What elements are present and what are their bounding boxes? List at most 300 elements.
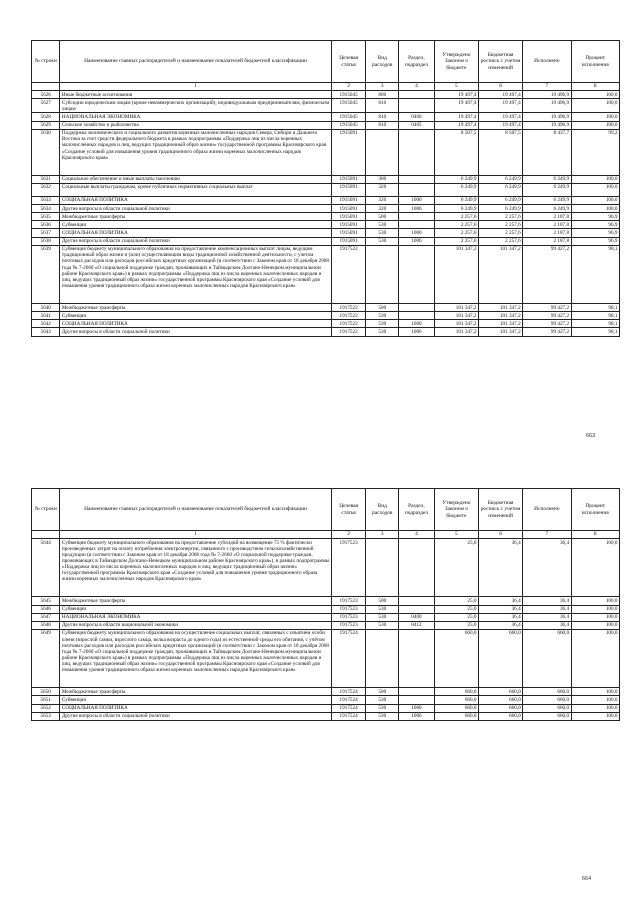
approved-cell: 660,0	[434, 712, 478, 720]
table-row	[32, 129, 620, 175]
name-cell: НАЦИОНАЛЬНАЯ ЭКОНОМИКА	[60, 113, 331, 121]
table-row	[32, 245, 620, 303]
schedule-cell: 19 497,4	[478, 121, 522, 129]
target-article-cell: 1917522	[331, 304, 366, 312]
approved-cell: 2 257,6	[434, 213, 478, 221]
row-number-cell: 5651	[32, 696, 60, 704]
approved-cell: 25,0	[434, 605, 478, 613]
name-cell: Субвенция бюджету муниципального образования на предоставление субсидий на возмещение 75 % фактически произведенных затрат на оплату потребления электроэнергии, связанного с производством сельскохозяйственной продукции (в соответствии с Законом края от 18 декабря 2008 года № 7-2660 «О социальной поддержке граждан, проживающих в Таймырском Долгано-Ненецком муниципальном районе Красноярского края»), в рамках подпрограммы «Поддержка лиц из числа коренных малочисленных народов и лиц, ведущих традиционный образ жизни» государственной программы Красноярского края «Создание условий для повышения уровня традиционного образа жизни коренных малочисленных народов Красноярского края»	[60, 539, 331, 597]
table-header-row	[32, 489, 620, 531]
name-cell: Межбюджетные трансферты	[60, 304, 331, 312]
header-schedule: Бюджетная роспись с учетом изменений	[478, 489, 522, 531]
table-row	[32, 213, 620, 221]
expense-type-cell	[366, 539, 399, 597]
schedule-cell: 2 257,6	[478, 229, 522, 237]
section-cell: 0412	[399, 621, 435, 629]
row-number-cell: 5626	[32, 91, 60, 99]
table-body	[32, 539, 620, 721]
header-section: Раздел, подраздел	[399, 489, 435, 531]
percent-cell: 100,0	[571, 613, 619, 621]
table-row	[32, 237, 620, 245]
header-target-article: Целевая статья	[331, 489, 366, 531]
target-article-cell: 1917522	[331, 328, 366, 336]
percent-cell: 100,0	[571, 113, 619, 121]
schedule-cell: 101 347,2	[478, 328, 522, 336]
executed-cell: 36,4	[523, 597, 571, 605]
name-cell: Субвенция бюджету муниципального образования на предоставление компенсационных выплат лицам, ведущим традиционный образ жизни и (или) осуществляющим виды традиционной хозяйственной деятельности, с учетом почтовых расходов или расходов российских кредитных организаций (в соответствии с Законом края от 18 декабря 2008 года № 7-2660 «О социальной поддержке граждан, проживающих в Таймырском Долгано-Ненецком муниципальном районе Красноярского края») в рамках подпрограммы «Поддержка лиц из числа коренных малочисленных народов и лиц, ведущих традиционный образ жизни» государственной программы Красноярского края «Создание условий для повышения уровня традиционного образа жизни коренных малочисленных народов Красноярского края»	[60, 245, 331, 303]
row-number-cell: 5641	[32, 312, 60, 320]
expense-type-cell: 530	[366, 320, 399, 328]
name-cell: Другие вопросы в области социальной политики	[60, 712, 331, 720]
schedule-cell: 660,0	[478, 696, 522, 704]
percent-cell: 96,9	[571, 221, 619, 229]
name-cell: Субвенции	[60, 696, 331, 704]
executed-cell: 36,4	[523, 605, 571, 613]
expense-type-cell: 500	[366, 688, 399, 696]
percent-cell: 96,9	[571, 213, 619, 221]
target-article-cell: 1915091	[331, 205, 366, 213]
schedule-cell: 6 249,9	[478, 175, 522, 183]
percent-cell: 100,0	[571, 196, 619, 204]
table-row	[32, 712, 620, 720]
schedule-cell: 101 347,2	[478, 304, 522, 312]
target-article-cell: 1915045	[331, 121, 366, 129]
executed-cell: 19 496,9	[523, 91, 571, 99]
table-row	[32, 304, 620, 312]
column-number: 6	[478, 83, 522, 91]
approved-cell: 660,0	[434, 629, 478, 687]
executed-cell: 2 187,8	[523, 221, 571, 229]
target-article-cell: 1917522	[331, 320, 366, 328]
name-cell: Межбюджетные трансферты	[60, 688, 331, 696]
table-row	[32, 597, 620, 605]
executed-cell: 6 249,9	[523, 175, 571, 183]
row-number-cell: 5645	[32, 597, 60, 605]
schedule-cell: 19 497,4	[478, 91, 522, 99]
approved-cell: 101 347,2	[434, 245, 478, 303]
expense-type-cell	[366, 129, 399, 175]
target-article-cell: 1915045	[331, 99, 366, 113]
executed-cell: 99 427,2	[523, 312, 571, 320]
row-number-cell: 5627	[32, 99, 60, 113]
percent-cell: 96,9	[571, 237, 619, 245]
executed-cell: 660,0	[523, 696, 571, 704]
table-row	[32, 704, 620, 712]
table-row	[32, 175, 620, 183]
table-row	[32, 613, 620, 621]
column-number-row	[32, 83, 620, 91]
section-cell	[399, 597, 435, 605]
expense-type-cell: 530	[366, 312, 399, 320]
name-cell: Другие вопросы в области социальной политики	[60, 205, 331, 213]
section-cell	[399, 129, 435, 175]
name-cell: Другие вопросы в области социальной политики	[60, 237, 331, 245]
table-row	[32, 696, 620, 704]
row-number-cell: 5639	[32, 245, 60, 303]
name-cell: Субвенции	[60, 221, 331, 229]
table-header-row	[32, 41, 620, 83]
schedule-cell: 36,4	[478, 621, 522, 629]
section-cell: 0405	[399, 121, 435, 129]
section-cell	[399, 539, 435, 597]
executed-cell: 19 496,9	[523, 121, 571, 129]
name-cell: Субвенция бюджету муниципального образования на осуществление социальных выплат, связанных с изъятием особи оленя (взрослой самки, взрослого самца, волка возраста до одного года) из естественной среды его обитания, с учётом почтовых расходов или расходов российских кредитных организаций (в соответствии с Законом края от 18 декабря 2008 года № 7-2660 «О социальной поддержке граждан, проживающих в Таймырском Долгано-Ненецком муниципальном районе Красноярского края») в рамках подпрограммы «Поддержка лиц из числа коренных малочисленных народов и лиц, ведущих традиционный образ жизни» государственной программы Красноярского края «Создание условий для повышения уровня традиционного образа жизни коренных малочисленных народов Красноярского края»	[60, 629, 331, 687]
target-article-cell: 1917524	[331, 629, 366, 687]
schedule-cell: 660,0	[478, 629, 522, 687]
schedule-cell: 19 497,4	[478, 99, 522, 113]
schedule-cell: 101 347,2	[478, 245, 522, 303]
table-row	[32, 312, 620, 320]
approved-cell: 101 347,2	[434, 320, 478, 328]
section-cell	[399, 213, 435, 221]
executed-cell: 660,0	[523, 704, 571, 712]
expense-type-cell: 530	[366, 328, 399, 336]
target-article-cell: 1917523	[331, 597, 366, 605]
percent-cell: 96,9	[571, 229, 619, 237]
expense-type-cell: 800	[366, 91, 399, 99]
percent-cell: 98,1	[571, 312, 619, 320]
section-cell: 1006	[399, 205, 435, 213]
header-name: Наименование главных распорядителей и наименование показателей бюджетной классификации	[60, 41, 331, 83]
section-cell: 1000	[399, 704, 435, 712]
schedule-cell: 19 497,4	[478, 113, 522, 121]
expense-type-cell: 500	[366, 304, 399, 312]
row-number-cell: 5647	[32, 613, 60, 621]
target-article-cell: 1917523	[331, 621, 366, 629]
section-cell: 1000	[399, 196, 435, 204]
approved-cell: 660,0	[434, 688, 478, 696]
table-body	[32, 91, 620, 337]
name-cell: Межбюджетные трансферты	[60, 597, 331, 605]
section-cell	[399, 696, 435, 704]
executed-cell: 99 427,2	[523, 320, 571, 328]
name-cell: СОЦИАЛЬНАЯ ПОЛИТИКА	[60, 704, 331, 712]
table-row	[32, 328, 620, 336]
column-number: 2	[331, 83, 366, 91]
table-row	[32, 320, 620, 328]
percent-cell: 100,0	[571, 629, 619, 687]
schedule-cell: 660,0	[478, 712, 522, 720]
row-number-cell: 5642	[32, 320, 60, 328]
executed-cell: 36,4	[523, 621, 571, 629]
row-number-cell: 5635	[32, 213, 60, 221]
executed-cell: 660,0	[523, 688, 571, 696]
target-article-cell: 1915091	[331, 183, 366, 196]
table-row	[32, 121, 620, 129]
approved-cell: 19 497,4	[434, 91, 478, 99]
approved-cell: 660,0	[434, 696, 478, 704]
header-target-article: Целевая статья	[331, 41, 366, 83]
percent-cell: 100,0	[571, 712, 619, 720]
table-row	[32, 183, 620, 196]
row-number-cell: 5633	[32, 196, 60, 204]
approved-cell: 101 347,2	[434, 304, 478, 312]
column-number: 5	[434, 531, 478, 539]
header-executed: Исполнено	[523, 489, 571, 531]
section-cell: 1006	[399, 237, 435, 245]
approved-cell: 25,0	[434, 613, 478, 621]
section-cell	[399, 99, 435, 113]
header-percent: Процент исполнения	[571, 41, 619, 83]
row-number-cell: 5631	[32, 175, 60, 183]
approved-cell: 6 249,9	[434, 205, 478, 213]
schedule-cell: 36,4	[478, 613, 522, 621]
target-article-cell: 1917522	[331, 312, 366, 320]
name-cell: Иные бюджетные ассигнования	[60, 91, 331, 99]
section-cell: 1000	[399, 229, 435, 237]
percent-cell: 100,0	[571, 91, 619, 99]
section-cell	[399, 688, 435, 696]
column-number: 6	[478, 531, 522, 539]
table-row	[32, 99, 620, 113]
row-number-cell: 5650	[32, 688, 60, 696]
percent-cell: 100,0	[571, 688, 619, 696]
schedule-cell: 8 507,5	[478, 129, 522, 175]
name-cell: СОЦИАЛЬНАЯ ПОЛИТИКА	[60, 320, 331, 328]
schedule-cell: 36,4	[478, 605, 522, 613]
approved-cell: 2 257,6	[434, 229, 478, 237]
approved-cell: 6 249,9	[434, 183, 478, 196]
target-article-cell: 1915091	[331, 175, 366, 183]
name-cell: Субвенции	[60, 312, 331, 320]
table-row	[32, 629, 620, 687]
percent-cell: 100,0	[571, 121, 619, 129]
row-number-cell: 5634	[32, 205, 60, 213]
target-article-cell: 1915091	[331, 196, 366, 204]
column-number: 4	[399, 83, 435, 91]
header-schedule: Бюджетная роспись с учетом изменений	[478, 41, 522, 83]
section-cell	[399, 304, 435, 312]
schedule-cell: 660,0	[478, 704, 522, 712]
approved-cell: 8 507,5	[434, 129, 478, 175]
target-article-cell: 1917524	[331, 712, 366, 720]
expense-type-cell	[366, 245, 399, 303]
schedule-cell: 6 249,9	[478, 205, 522, 213]
column-number: 3	[366, 531, 399, 539]
approved-cell: 25,0	[434, 597, 478, 605]
target-article-cell: 1917524	[331, 688, 366, 696]
target-article-cell: 1917523	[331, 613, 366, 621]
section-cell: 1000	[399, 320, 435, 328]
expense-type-cell: 320	[366, 183, 399, 196]
row-number-cell: 5643	[32, 328, 60, 336]
schedule-cell: 660,0	[478, 688, 522, 696]
name-cell: Другие вопросы в области национальной экономики	[60, 621, 331, 629]
target-article-cell: 1915091	[331, 129, 366, 175]
approved-cell: 19 497,4	[434, 121, 478, 129]
header-row-number: № строки	[32, 489, 60, 531]
percent-cell: 99,2	[571, 129, 619, 175]
executed-cell: 99 427,2	[523, 328, 571, 336]
column-number: 5	[434, 83, 478, 91]
column-number: 8	[571, 531, 619, 539]
table-row	[32, 91, 620, 99]
target-article-cell: 1917524	[331, 704, 366, 712]
expense-type-cell: 810	[366, 99, 399, 113]
schedule-cell: 6 249,9	[478, 196, 522, 204]
executed-cell: 19 496,9	[523, 99, 571, 113]
row-number-cell: 5649	[32, 629, 60, 687]
row-number-cell: 5628	[32, 113, 60, 121]
section-cell	[399, 221, 435, 229]
name-cell: Социальные выплаты гражданам, кроме публичных нормативных социальных выплат	[60, 183, 331, 196]
schedule-cell: 2 257,6	[478, 213, 522, 221]
target-article-cell: 1915091	[331, 213, 366, 221]
expense-type-cell: 530	[366, 704, 399, 712]
expense-type-cell: 530	[366, 237, 399, 245]
percent-cell: 98,1	[571, 320, 619, 328]
expense-type-cell: 530	[366, 221, 399, 229]
page-number: 663	[586, 433, 596, 439]
section-cell	[399, 629, 435, 687]
expense-type-cell: 500	[366, 597, 399, 605]
row-number-cell: 5640	[32, 304, 60, 312]
expense-type-cell: 530	[366, 712, 399, 720]
percent-cell: 100,0	[571, 205, 619, 213]
column-number	[32, 531, 60, 539]
schedule-cell: 2 257,6	[478, 237, 522, 245]
section-cell	[399, 605, 435, 613]
row-number-cell: 5636	[32, 221, 60, 229]
executed-cell: 660,0	[523, 629, 571, 687]
row-number-cell: 5630	[32, 129, 60, 175]
expense-type-cell: 320	[366, 196, 399, 204]
target-article-cell: 1915091	[331, 229, 366, 237]
schedule-cell: 6 249,9	[478, 183, 522, 196]
column-number: 1	[60, 83, 331, 91]
percent-cell: 100,0	[571, 175, 619, 183]
name-cell: Другие вопросы в области социальной политики	[60, 328, 331, 336]
percent-cell: 100,0	[571, 696, 619, 704]
section-cell	[399, 245, 435, 303]
table-row	[32, 688, 620, 696]
percent-cell: 100,0	[571, 99, 619, 113]
name-cell: Субсидии юридическим лицам (кроме некоммерческих организаций), индивидуальным предпринимателям, физическим лицам	[60, 99, 331, 113]
executed-cell: 8 437,7	[523, 129, 571, 175]
target-article-cell: 1917522	[331, 245, 366, 303]
executed-cell: 6 249,9	[523, 196, 571, 204]
section-cell: 1006	[399, 328, 435, 336]
target-article-cell: 1917523	[331, 605, 366, 613]
section-cell	[399, 91, 435, 99]
schedule-cell: 101 347,2	[478, 320, 522, 328]
section-cell	[399, 312, 435, 320]
percent-cell: 98,1	[571, 328, 619, 336]
expense-type-cell: 810	[366, 113, 399, 121]
table-row	[32, 205, 620, 213]
executed-cell: 660,0	[523, 712, 571, 720]
target-article-cell: 1917523	[331, 539, 366, 597]
column-number: 7	[523, 83, 571, 91]
executed-cell: 19 496,9	[523, 113, 571, 121]
row-number-cell: 5653	[32, 712, 60, 720]
budget-table	[31, 40, 620, 337]
table-row	[32, 605, 620, 613]
header-expense-type: Вид расходов	[366, 41, 399, 83]
budget-table	[31, 488, 620, 721]
executed-cell: 2 187,8	[523, 237, 571, 245]
document-page-664	[31, 488, 620, 721]
column-number-row	[32, 531, 620, 539]
name-cell: НАЦИОНАЛЬНАЯ ЭКОНОМИКА	[60, 613, 331, 621]
percent-cell: 100,0	[571, 621, 619, 629]
header-section: Раздел, подраздел	[399, 41, 435, 83]
section-cell: 1006	[399, 712, 435, 720]
name-cell: СОЦИАЛЬНАЯ ПОЛИТИКА	[60, 196, 331, 204]
name-cell: Субвенции	[60, 605, 331, 613]
header-expense-type: Вид расходов	[366, 489, 399, 531]
approved-cell: 25,0	[434, 539, 478, 597]
expense-type-cell: 320	[366, 205, 399, 213]
expense-type-cell: 530	[366, 605, 399, 613]
column-number: 7	[523, 531, 571, 539]
name-cell: Сельское хозяйство и рыболовство	[60, 121, 331, 129]
name-cell: Поддержка экономического и социального развития коренных малочисленных народов Севера, Сибири и Дальнего Востока за счет средств федерального бюджета в рамках подпрограммы «Поддержка лиц из числа коренных малочисленных народов и лиц, ведущих традиционный образ жизни» государственной программы Красноярского края «Создание условий для повышения уровня традиционного образа жизни коренных малочисленных народов Красноярского края»	[60, 129, 331, 175]
approved-cell: 6 249,9	[434, 196, 478, 204]
expense-type-cell	[366, 629, 399, 687]
approved-cell: 25,0	[434, 621, 478, 629]
expense-type-cell: 530	[366, 621, 399, 629]
expense-type-cell: 500	[366, 213, 399, 221]
name-cell: Социальное обеспечение и иные выплаты населению	[60, 175, 331, 183]
executed-cell: 99 427,2	[523, 245, 571, 303]
approved-cell: 2 257,6	[434, 221, 478, 229]
schedule-cell: 36,4	[478, 539, 522, 597]
section-cell: 0400	[399, 613, 435, 621]
executed-cell: 99 427,2	[523, 304, 571, 312]
row-number-cell: 5637	[32, 229, 60, 237]
executed-cell: 2 187,8	[523, 213, 571, 221]
column-number: 8	[571, 83, 619, 91]
section-cell	[399, 175, 435, 183]
approved-cell: 19 497,4	[434, 113, 478, 121]
expense-type-cell: 530	[366, 229, 399, 237]
header-approved: Утверждено Законом о бюджете	[434, 489, 478, 531]
table-row	[32, 113, 620, 121]
header-approved: Утверждено Законом о бюджете	[434, 41, 478, 83]
expense-type-cell: 530	[366, 613, 399, 621]
executed-cell: 2 187,8	[523, 229, 571, 237]
executed-cell: 6 249,9	[523, 205, 571, 213]
row-number-cell: 5648	[32, 621, 60, 629]
table-row	[32, 196, 620, 204]
column-number: 1	[60, 531, 331, 539]
name-cell: Межбюджетные трансферты	[60, 213, 331, 221]
header-row-number: № строки	[32, 41, 60, 83]
executed-cell: 36,4	[523, 539, 571, 597]
column-number: 4	[399, 531, 435, 539]
target-article-cell: 1917524	[331, 696, 366, 704]
approved-cell: 2 257,6	[434, 237, 478, 245]
percent-cell: 98,1	[571, 304, 619, 312]
schedule-cell: 36,4	[478, 597, 522, 605]
schedule-cell: 101 347,2	[478, 312, 522, 320]
expense-type-cell: 300	[366, 175, 399, 183]
target-article-cell: 1915045	[331, 113, 366, 121]
percent-cell: 100,0	[571, 183, 619, 196]
column-number: 3	[366, 83, 399, 91]
document-page-663	[31, 40, 620, 337]
target-article-cell: 1915045	[331, 91, 366, 99]
header-executed: Исполнено	[523, 41, 571, 83]
header-name: Наименование главных распорядителей и наименование показателей бюджетной классификации	[60, 489, 331, 531]
column-number	[32, 83, 60, 91]
percent-cell: 100,0	[571, 539, 619, 597]
approved-cell: 101 347,2	[434, 328, 478, 336]
row-number-cell: 5646	[32, 605, 60, 613]
section-cell	[399, 183, 435, 196]
percent-cell: 100,0	[571, 704, 619, 712]
